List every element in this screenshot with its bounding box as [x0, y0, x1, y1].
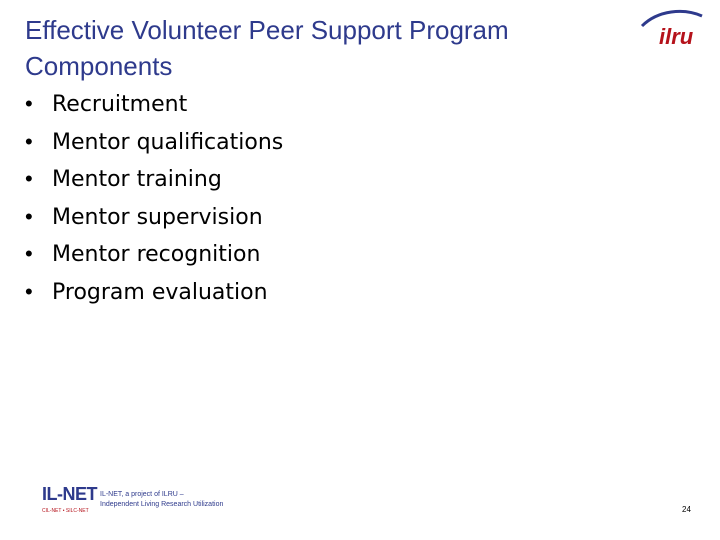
bullet-text: Mentor qualifications: [52, 129, 284, 155]
bullet-text: Mentor supervision: [52, 204, 263, 230]
bullet-icon: •: [25, 128, 33, 154]
list-item: [25, 129, 283, 167]
list-item: [25, 241, 283, 279]
ilru-logo: [636, 6, 706, 52]
bullet-text: Mentor training: [52, 167, 222, 193]
page-number: 24: [682, 505, 691, 514]
ilru-logo-text: ilru: [659, 24, 694, 49]
il-net-brand: IL-NET: [42, 484, 97, 504]
bullet-list: [25, 91, 283, 317]
list-item: [25, 91, 283, 129]
il-net-brand-sub: CIL-NET • SILC-NET: [42, 508, 89, 514]
ilru-logo-icon: [636, 6, 706, 52]
bullet-text: Recruitment: [52, 92, 188, 117]
list-item: [25, 204, 283, 242]
bullet-text: Program evaluation: [52, 279, 268, 305]
tagline-line-1: IL-NET, a project of ILRU –: [100, 491, 184, 498]
bullet-icon: •: [25, 166, 33, 192]
bullet-icon: •: [25, 278, 33, 304]
bullet-icon: •: [25, 203, 33, 229]
slide-title: Effective Volunteer Peer Support Program Components: [25, 15, 509, 81]
bullet-icon: •: [25, 91, 33, 116]
il-net-tagline: [100, 490, 223, 510]
tagline-line-2: Independent Living Research Utilization: [100, 501, 224, 508]
bullet-icon: •: [25, 241, 33, 267]
il-net-footer-logo: [40, 484, 260, 520]
bullet-text: Mentor recognition: [52, 242, 261, 268]
list-item: [25, 166, 283, 204]
list-item: [25, 279, 283, 317]
